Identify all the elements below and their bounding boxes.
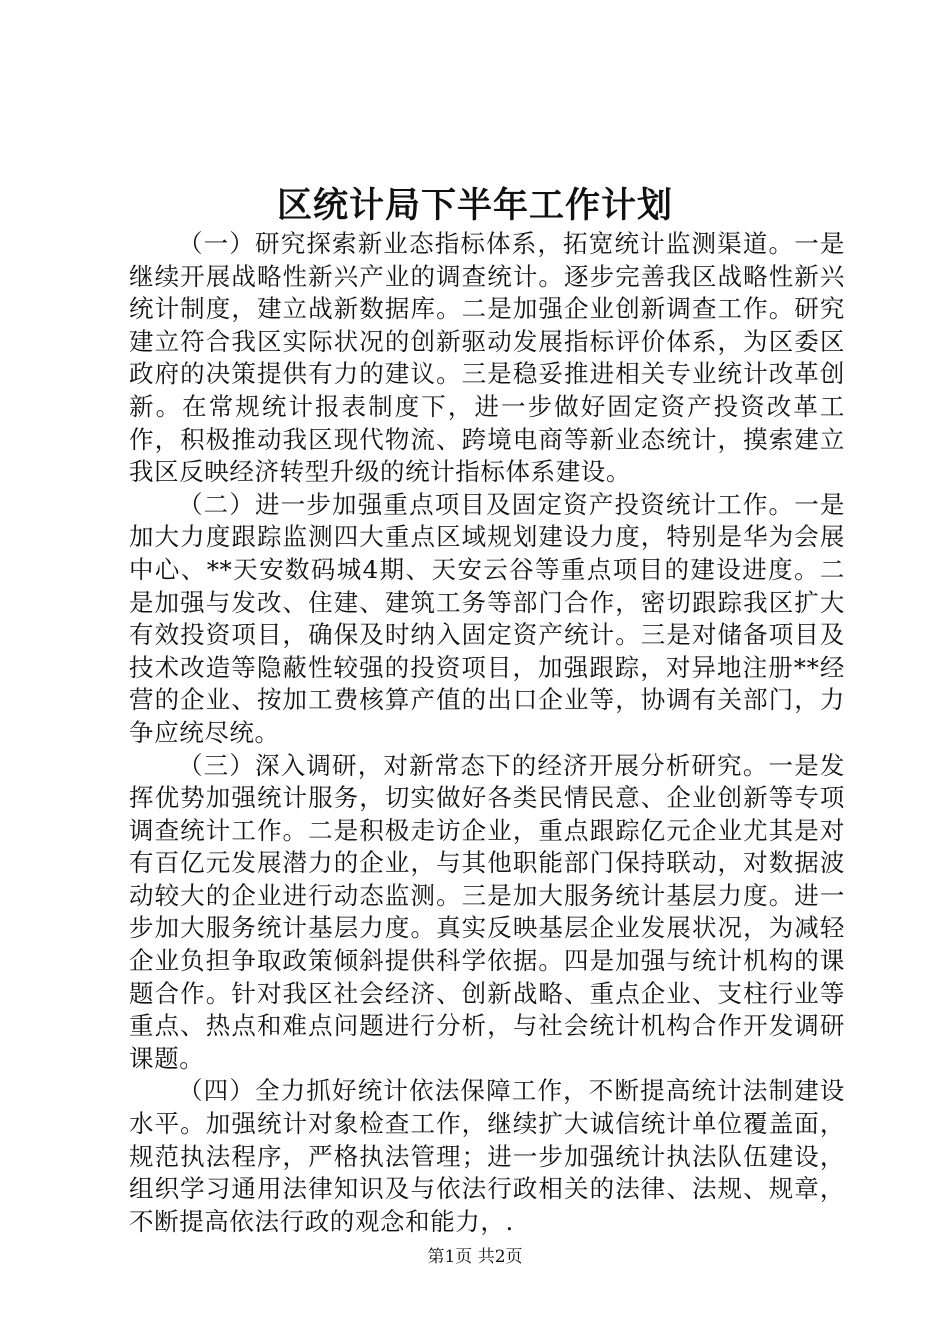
paragraph-4: （四）全力抓好统计依法保障工作，不断提高统计法制建设水平。加强统计对象检查工作，继续扩大诚信统计单位覆盖面，规范执法程序，严格执法管理；进一步加强统计执法队伍建设，组织学习通用法律知识及与依法行政相关的法律、法规、规章，不断提高依法行政的观念和能力，. (129, 1076, 845, 1236)
paragraph-3: （三）深入调研，对新常态下的经济开展分析研究。一是发挥优势加强统计服务，切实做好各类民情民意、企业创新等专项调查统计工作。二是积极走访企业，重点跟踪亿元企业尤其是对有百亿元发展潜力的企业，与其他职能部门保持联动，对数据波动较大的企业进行动态监测。三是加大服务统计基层力度。进一步加大服务统计基层力度。真实反映基层企业发展状况，为减轻企业负担争取政策倾斜提供科学依据。四是加强与统计机构的课题合作。针对我区社会经济、创新战略、重点企业、支柱行业等重点、热点和难点问题进行分析，与社会统计机构合作开发调研课题。 (129, 750, 845, 1073)
paragraph-2: （二）进一步加强重点项目及固定资产投资统计工作。一是加大力度跟踪监测四大重点区域规划建设力度，特别是华为会展中心、**天安数码城4期、天安云谷等重点项目的建设进度。二是加强与发改、住建、建筑工务等部门合作，密切跟踪我区扩大有效投资项目，确保及时纳入固定资产统计。三是对储备项目及技术改造等隐蔽性较强的投资项目，加强跟踪，对异地注册**经营的企业、按加工费核算产值的出口企业等，协调有关部门，力争应统尽统。 (129, 489, 845, 747)
page-footer: 第1页 共2页 (427, 1247, 523, 1267)
paragraph-1: （一）研究探索新业态指标体系，拓宽统计监测渠道。一是继续开展战略性新兴产业的调查统计。逐步完善我区战略性新兴统计制度，建立战新数据库。二是加强企业创新调查工作。研究建立符合我区实际状况的创新驱动发展指标评价体系，为区委区政府的决策提供有力的建议。三是稳妥推进相关专业统计改革创新。在常规统计报表制度下，进一步做好固定资产投资改革工作，积极推动我区现代物流、跨境电商等新业态统计，摸索建立我区反映经济转型升级的统计指标体系建设。 (129, 229, 845, 487)
document-title: 区统计局下半年工作计划 (276, 185, 673, 226)
document-body (129, 228, 845, 1238)
